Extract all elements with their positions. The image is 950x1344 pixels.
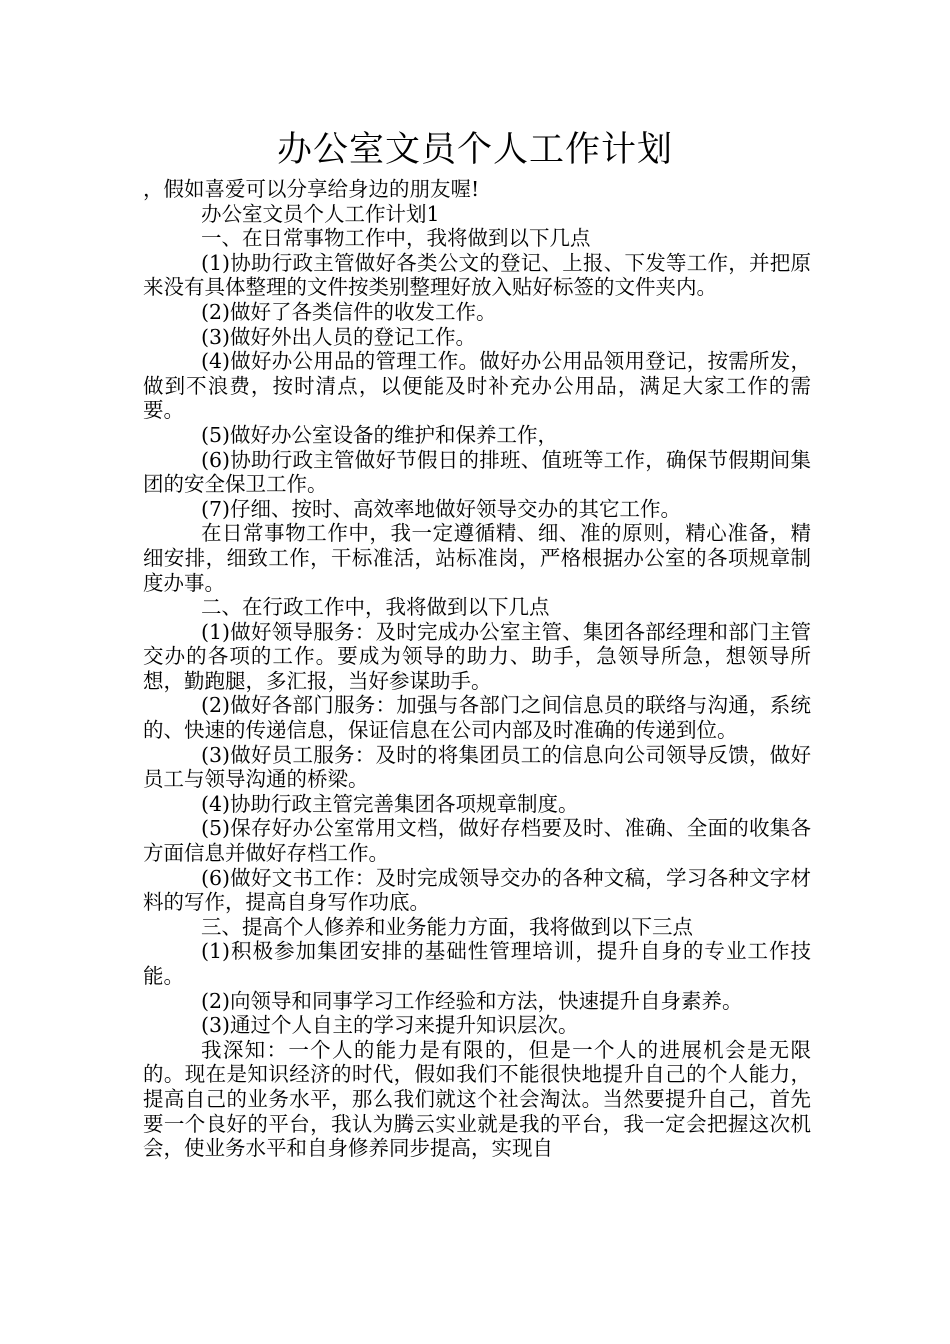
paragraph: (4)做好办公用品的管理工作。做好办公用品领用登记，按需所发，做到不浪费，按时清点，以便能及时补充办公用品，满足大家工作的需要。 [143, 349, 811, 423]
paragraph: (1)协助行政主管做好各类公文的登记、上报、下发等工作，并把原来没有具体整理的文件按类别整理好放入贴好标签的文件夹内。 [143, 250, 811, 300]
paragraph-conclusion: 我深知：一个人的能力是有限的，但是一个人的进展机会是无限的。现在是知识经济的时代，假如我们不能很快地提升自己的个人能力，提高自己的业务水平，那么我们就这个社会淘汰。当然要提升自己，首先要一个良好的平台，我认为腾云实业就是我的平台，我一定会把握这次机会，使业务水平和自身修养同步提高，实现自 [143, 1037, 811, 1161]
paragraph: (6)协助行政主管做好节假日的排班、值班等工作，确保节假期间集团的安全保卫工作。 [143, 447, 811, 497]
section-heading-plan: 办公室文员个人工作计划1 [201, 201, 440, 226]
document-title: 办公室文员个人工作计划 [276, 130, 673, 170]
paragraph: (3)做好外出人员的登记工作。 [201, 324, 477, 349]
paragraph: (2)做好了各类信件的收发工作。 [201, 299, 497, 324]
paragraph: (3)做好员工服务：及时的将集团员工的信息向公司领导反馈，做好员工与领导沟通的桥梁。 [143, 742, 811, 792]
section-heading-daily: 一、在日常事物工作中，我将做到以下几点 [201, 226, 591, 251]
paragraph: (3)通过个人自主的学习来提升知识层次。 [201, 1013, 579, 1038]
paragraph: (1)积极参加集团安排的基础性管理培训，提升自身的专业工作技能。 [143, 939, 811, 988]
paragraph: (7)仔细、按时、高效率地做好领导交办的其它工作。 [201, 496, 682, 521]
paragraph: (2)做好各部门服务：加强与各部门之间信息员的联络与沟通，系统的、快速的传递信息，保证信息在公司内部及时准确的传递到位。 [143, 693, 811, 743]
document-body [143, 177, 811, 1161]
paragraph: 在日常事物工作中，我一定遵循精、细、准的原则，精心准备，精细安排，细致工作，干标准活，站标准岗，严格根据办公室的各项规章制度办事。 [143, 521, 811, 595]
paragraph: (5)保存好办公室常用文档，做好存档要及时、准确、全面的收集各方面信息并做好存档工作。 [143, 816, 811, 866]
section-heading-self-improvement: 三、提高个人修养和业务能力方面，我将做到以下三点 [201, 914, 693, 939]
section-heading-admin: 二、在行政工作中，我将做到以下几点 [201, 595, 550, 620]
paragraph: (4)协助行政主管完善集团各项规章制度。 [201, 791, 579, 816]
paragraph: (6)做好文书工作：及时完成领导交办的各种文稿，学习各种文字材料的写作，提高自身写作功底。 [143, 865, 811, 915]
paragraph: (1)做好领导服务：及时完成办公室主管、集团各部经理和部门主管交办的各项的工作。要成为领导的助力、助手，急领导所急，想领导所想，勤跑腿，多汇报，当好参谋助手。 [143, 619, 811, 693]
paragraph: (5)做好办公室设备的维护和保养工作， [201, 422, 559, 447]
paragraph-intro: ，假如喜爱可以分享给身边的朋友喔! [143, 177, 480, 201]
paragraph: (2)向领导和同事学习工作经验和方法，快速提升自身素养。 [201, 988, 743, 1013]
